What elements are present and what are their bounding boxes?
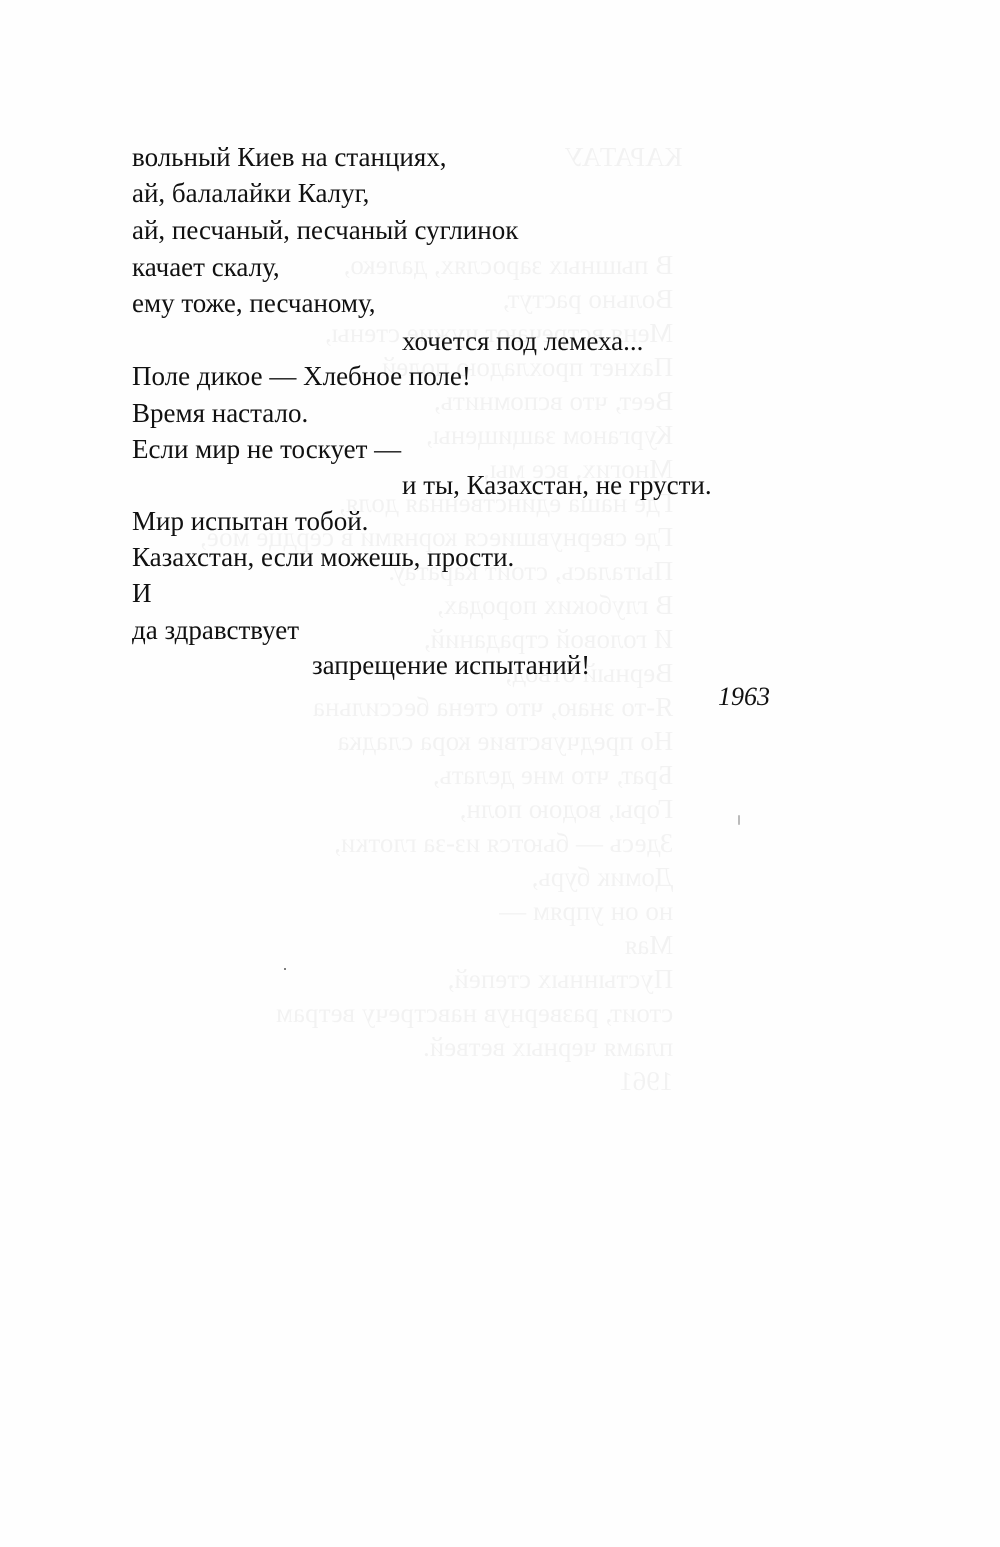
poem-line: запрещение испытаний! — [312, 650, 591, 680]
poem-line: хочется под лемеха... — [402, 326, 644, 356]
poem-line: Казахстан, если можешь, прости. — [132, 542, 515, 572]
paper-speck — [738, 815, 740, 825]
poem-line: качает скалу, — [132, 252, 280, 282]
poem-line: Поле дикое — Хлебное поле! — [132, 361, 471, 391]
paper-speck — [284, 968, 286, 970]
poem-line: ай, песчаный, песчаный суглинок — [132, 215, 519, 245]
poem-date: 1963 — [718, 682, 770, 711]
poem-line: Время настало. — [132, 398, 309, 428]
poem-line: Мир испытан тобой. — [132, 506, 369, 536]
poem-line: ай, балалайки Калуг, — [132, 178, 370, 208]
poem-line: Если мир не тоскует — — [132, 434, 402, 464]
poem-line: и ты, Казахстан, не грусти. — [402, 470, 712, 500]
poem-line: ему тоже, песчаному, — [132, 288, 376, 318]
poem-line: И — [132, 578, 152, 608]
poem-line: да здравствует — [132, 615, 299, 645]
poem-line: вольный Киев на станциях, — [132, 142, 447, 172]
bleed-through-text — [565, 140, 683, 174]
